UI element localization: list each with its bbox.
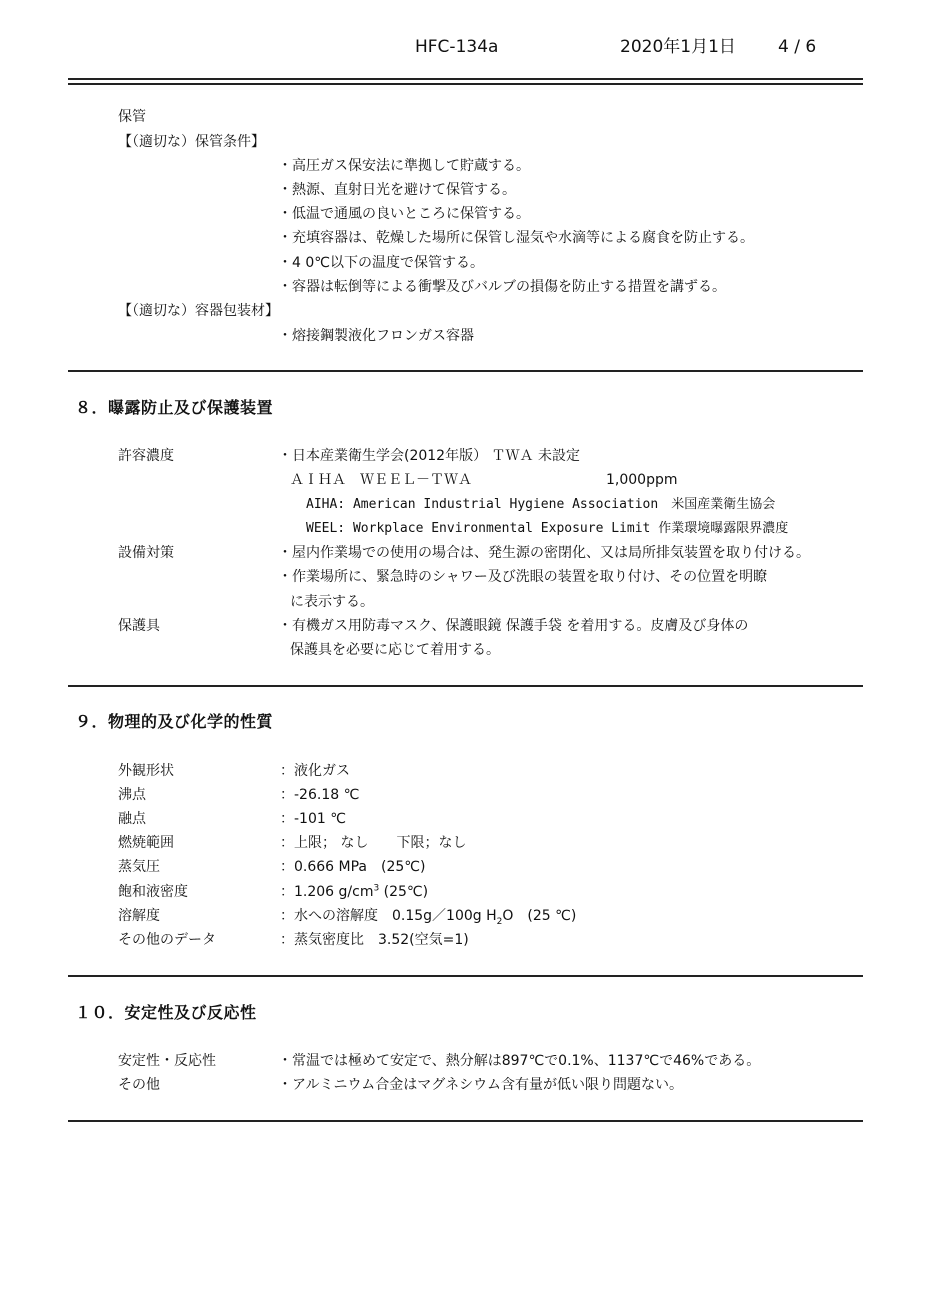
other-value: ・アルミニウム合金はマグネシウム含有量が低い限り問題ない。 bbox=[278, 1077, 684, 1093]
section-divider bbox=[68, 685, 863, 687]
facility-line: に表示する。 bbox=[290, 594, 374, 610]
facility-label: 設備対策 bbox=[118, 545, 174, 561]
section-9-title: ９．物理的及び化学的性質 bbox=[75, 712, 274, 731]
exposure-weel-value: 1,000ppm bbox=[606, 472, 678, 488]
section-divider bbox=[68, 370, 863, 372]
ppe-label: 保護具 bbox=[118, 618, 160, 634]
product-name: HFC-134a bbox=[415, 37, 499, 57]
property-label: 外観形状 bbox=[118, 763, 174, 779]
solubility-condition: O (25 ℃) bbox=[502, 908, 577, 924]
document-date: 2020年1月1日 bbox=[620, 37, 736, 57]
property-value: ：上限； なし 下限；なし bbox=[280, 835, 467, 851]
property-value: ：-101 ℃ bbox=[280, 811, 346, 827]
density-exponent: 3 bbox=[373, 883, 380, 894]
storage-conditions-title: 【（適切な）保管条件】 bbox=[118, 134, 265, 150]
section-divider bbox=[68, 975, 863, 977]
property-label: 飽和液密度 bbox=[118, 884, 188, 900]
header-divider bbox=[68, 78, 863, 85]
storage-condition-item: ・充填容器は、乾燥した場所に保管し湿気や水滴等による腐食を防止する。 bbox=[278, 230, 754, 246]
weel-note: WEEL: Workplace Environmental Exposure Limit 作業環境曝露限界濃度 bbox=[306, 521, 789, 536]
section-10-title: １０．安定性及び反応性 bbox=[75, 1003, 257, 1022]
stability-value: ・常温では極めて安定で、熱分解は897℃で0.1%、1137℃で46%である。 bbox=[278, 1053, 761, 1069]
ppe-line: 保護具を必要に応じて着用する。 bbox=[290, 642, 500, 658]
solubility-value: ：水への溶解度 0.15g／100g H bbox=[280, 908, 497, 924]
stability-label: 安定性・反応性 bbox=[118, 1053, 216, 1069]
property-value: ：液化ガス bbox=[280, 763, 350, 779]
other-label: その他 bbox=[118, 1077, 160, 1093]
property-value bbox=[280, 908, 577, 927]
packaging-title: 【（適切な）容器包装材】 bbox=[118, 303, 279, 319]
facility-line: ・屋内作業場での使用の場合は、発生源の密閉化、又は局所排気装置を取り付ける。 bbox=[278, 545, 810, 561]
property-value: ：-26.18 ℃ bbox=[280, 787, 360, 803]
property-value: ：蒸気密度比 3.52(空気=1) bbox=[280, 932, 469, 948]
storage-condition-item: ・熱源、直射日光を避けて保管する。 bbox=[278, 182, 516, 198]
property-value: ：0.666 MPa (25℃) bbox=[280, 859, 426, 875]
storage-condition-item: ・4 0℃以下の温度で保管する。 bbox=[278, 255, 484, 271]
facility-line: ・作業場所に、緊急時のシャワー及び洗眼の装置を取り付け、その位置を明瞭 bbox=[278, 569, 768, 585]
packaging-item: ・熔接鋼製液化フロンガス容器 bbox=[278, 328, 474, 344]
property-label: 燃焼範囲 bbox=[118, 835, 174, 851]
density-value: ：1.206 g/cm bbox=[280, 884, 374, 900]
ppe-line: ・有機ガス用防毒マスク、保護眼鏡 保護手袋 を着用する。皮膚及び身体の bbox=[278, 618, 749, 634]
property-label: 融点 bbox=[118, 811, 146, 827]
exposure-label: 許容濃度 bbox=[118, 448, 174, 464]
section-divider bbox=[68, 1120, 863, 1122]
property-label: 蒸気圧 bbox=[118, 859, 160, 875]
page-number: 4 / 6 bbox=[778, 37, 817, 57]
property-value bbox=[280, 885, 428, 899]
aiha-note: AIHA: American Industrial Hygiene Association 米国産業衛生協会 bbox=[306, 497, 776, 512]
storage-condition-item: ・低温で通風の良いところに保管する。 bbox=[278, 206, 530, 222]
density-condition: (25℃) bbox=[379, 884, 429, 900]
section-8-title: ８．曝露防止及び保護装置 bbox=[75, 398, 274, 417]
property-label: 溶解度 bbox=[118, 908, 160, 924]
property-label: 沸点 bbox=[118, 787, 146, 803]
storage-heading: 保管 bbox=[118, 109, 146, 125]
storage-condition-item: ・容器は転倒等による衝撃及びバルブの損傷を防止する措置を講ずる。 bbox=[278, 279, 726, 295]
property-label: その他のデータ bbox=[118, 932, 216, 948]
exposure-weel-label: ＡＩＨＡ ＷＥＥＬ－ＴＷＡ bbox=[290, 472, 472, 488]
solubility-subscript: 2 bbox=[496, 916, 503, 927]
exposure-jsoh: ・日本産業衛生学会(2012年版） ＴＷＡ 未設定 bbox=[278, 448, 580, 464]
storage-condition-item: ・高圧ガス保安法に準拠して貯蔵する。 bbox=[278, 158, 530, 174]
